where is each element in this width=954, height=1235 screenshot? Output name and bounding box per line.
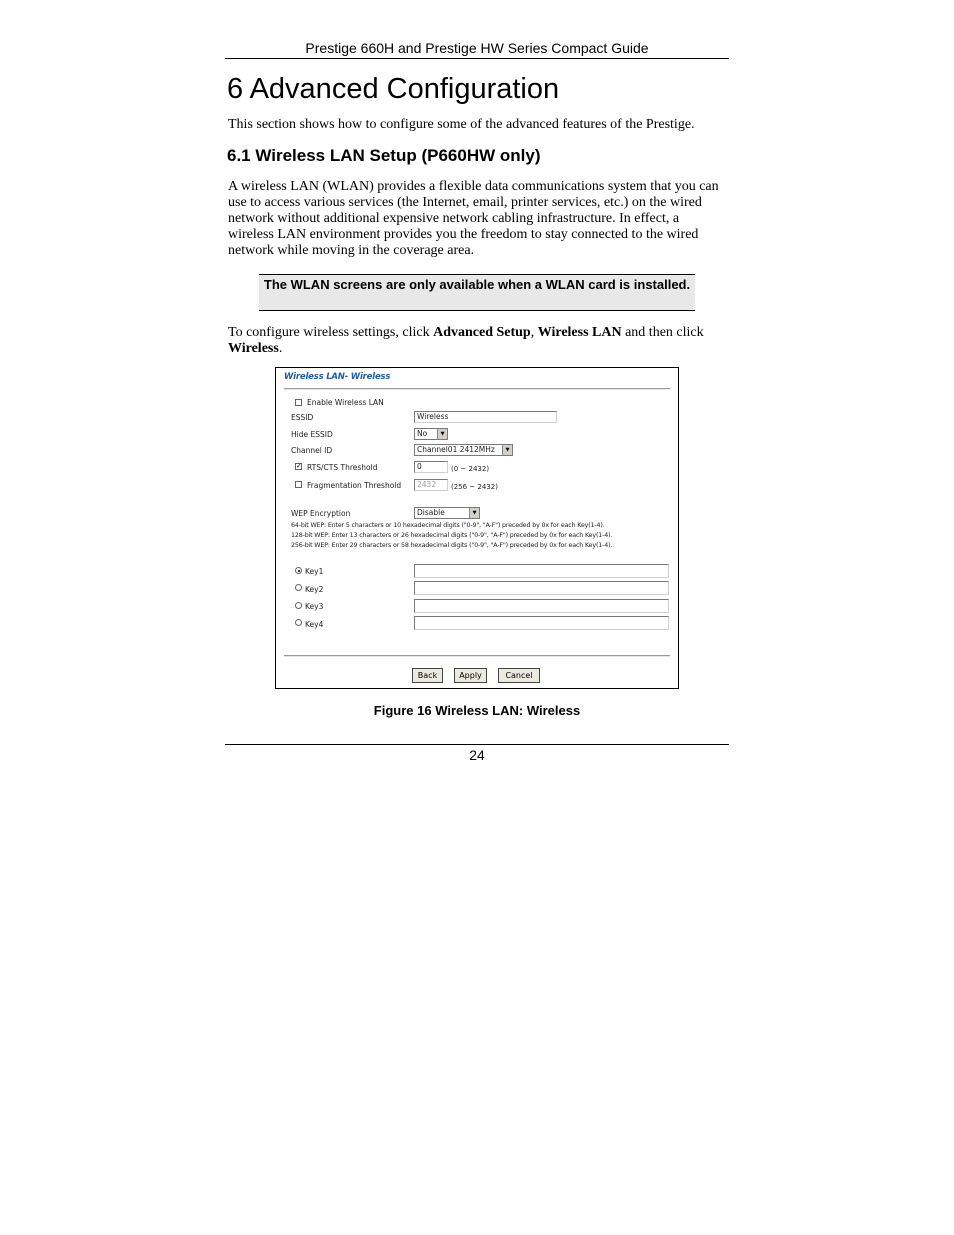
rts-range: (0 ~ 2432) bbox=[451, 465, 490, 473]
back-button[interactable]: Back bbox=[412, 668, 443, 683]
enable-wlan-checkbox[interactable] bbox=[295, 399, 302, 406]
key4-radio[interactable] bbox=[295, 619, 302, 626]
chapter-title: 6 Advanced Configuration bbox=[227, 73, 560, 105]
channel-select[interactable] bbox=[414, 444, 513, 456]
frag-label: Fragmentation Threshold bbox=[307, 481, 402, 490]
wep-note-128: 128-bit WEP: Enter 13 characters or 26 hexadecimal digits ("0-9", "A-F") preceded by 0x for each Key(1-4). bbox=[291, 532, 613, 539]
dropdown-arrow-icon: ▼ bbox=[469, 508, 479, 518]
key3-input[interactable] bbox=[414, 599, 669, 613]
instruction-wireless: Wireless bbox=[228, 341, 279, 356]
figure-caption: Figure 16 Wireless LAN: Wireless bbox=[373, 703, 581, 718]
key1-radio[interactable] bbox=[295, 567, 302, 574]
rts-input[interactable]: 0 bbox=[414, 461, 448, 473]
key2-label: Key2 bbox=[305, 585, 324, 594]
intro-text: This section shows how to configure some of the advanced features of the Prestige. bbox=[228, 117, 695, 132]
key1-input[interactable] bbox=[414, 564, 669, 578]
key3-radio[interactable] bbox=[295, 602, 302, 609]
instruction-advanced-setup: Advanced Setup bbox=[433, 325, 531, 340]
frag-checkbox[interactable] bbox=[295, 481, 302, 488]
page-number: 24 bbox=[469, 747, 485, 763]
wep-value: Disable bbox=[417, 508, 445, 517]
section-heading: 6.1 Wireless LAN Setup (P660HW only) bbox=[227, 146, 541, 165]
frag-input[interactable]: 2432 bbox=[414, 479, 448, 491]
note-box: The WLAN screens are only available when a WLAN card is installed. bbox=[259, 274, 695, 311]
channel-value: Channel01 2412MHz bbox=[417, 445, 495, 454]
enable-wlan-label: Enable Wireless LAN bbox=[307, 398, 384, 407]
instruction-suffix: . bbox=[278, 341, 283, 356]
wep-note-64: 64-bit WEP: Enter 5 characters or 10 hexadecimal digits ("0-9", "A-F") preceded by 0x for each Key(1-4). bbox=[291, 522, 605, 529]
running-header: Prestige 660H and Prestige HW Series Compact Guide bbox=[305, 40, 649, 56]
apply-button[interactable]: Apply bbox=[454, 668, 487, 683]
instruction-sep-2: and then click bbox=[621, 325, 704, 340]
wireless-settings-screenshot bbox=[275, 367, 679, 689]
instruction-prefix: To configure wireless settings, click bbox=[228, 325, 434, 340]
checkbox-checked-icon: ✓ bbox=[296, 462, 302, 470]
essid-label: ESSID bbox=[291, 413, 314, 422]
key3-label: Key3 bbox=[305, 602, 324, 611]
wep-label: WEP Encryption bbox=[291, 509, 351, 518]
wep-note-256: 256-bit WEP: Enter 29 characters or 58 hexadecimal digits ("0-9", "A-F") preceded by 0x for each Key(1-4). bbox=[291, 542, 613, 549]
body-paragraph: A wireless LAN (WLAN) provides a flexible data communications system that you can use to access various services (the Internet, email, printer services, etc.) on the wired network without additional expensive network cabling infrastructure. In effect, a wireless LAN environment provides you the freedom to stay connected to the wired network while moving in the coverage area. bbox=[228, 179, 719, 258]
instruction-sep-1: , bbox=[530, 325, 538, 340]
key2-input[interactable] bbox=[414, 581, 669, 595]
hide-essid-select[interactable] bbox=[414, 428, 448, 440]
key4-label: Key4 bbox=[305, 620, 324, 629]
rts-label: RTS/CTS Threshold bbox=[307, 463, 378, 472]
wep-select[interactable] bbox=[414, 507, 480, 519]
hide-essid-value: No bbox=[417, 429, 428, 438]
key4-input[interactable] bbox=[414, 616, 669, 630]
instruction-text bbox=[228, 325, 724, 357]
channel-label: Channel ID bbox=[291, 446, 333, 455]
title-divider bbox=[284, 388, 670, 390]
hide-essid-label: Hide ESSID bbox=[291, 430, 333, 439]
rts-checkbox[interactable] bbox=[295, 463, 302, 470]
header-rule bbox=[225, 58, 729, 59]
cancel-button[interactable]: Cancel bbox=[498, 668, 540, 683]
frag-range: (256 ~ 2432) bbox=[451, 483, 498, 491]
essid-input[interactable]: Wireless bbox=[414, 411, 557, 423]
instruction-wireless-lan: Wireless LAN bbox=[537, 325, 622, 340]
footer-rule bbox=[225, 744, 729, 745]
dropdown-arrow-icon: ▼ bbox=[502, 445, 512, 455]
key2-radio[interactable] bbox=[295, 584, 302, 591]
footer-divider bbox=[284, 655, 670, 657]
dropdown-arrow-icon: ▼ bbox=[437, 429, 447, 439]
key1-label: Key1 bbox=[305, 567, 324, 576]
screen-title: Wireless LAN- Wireless bbox=[284, 372, 391, 382]
